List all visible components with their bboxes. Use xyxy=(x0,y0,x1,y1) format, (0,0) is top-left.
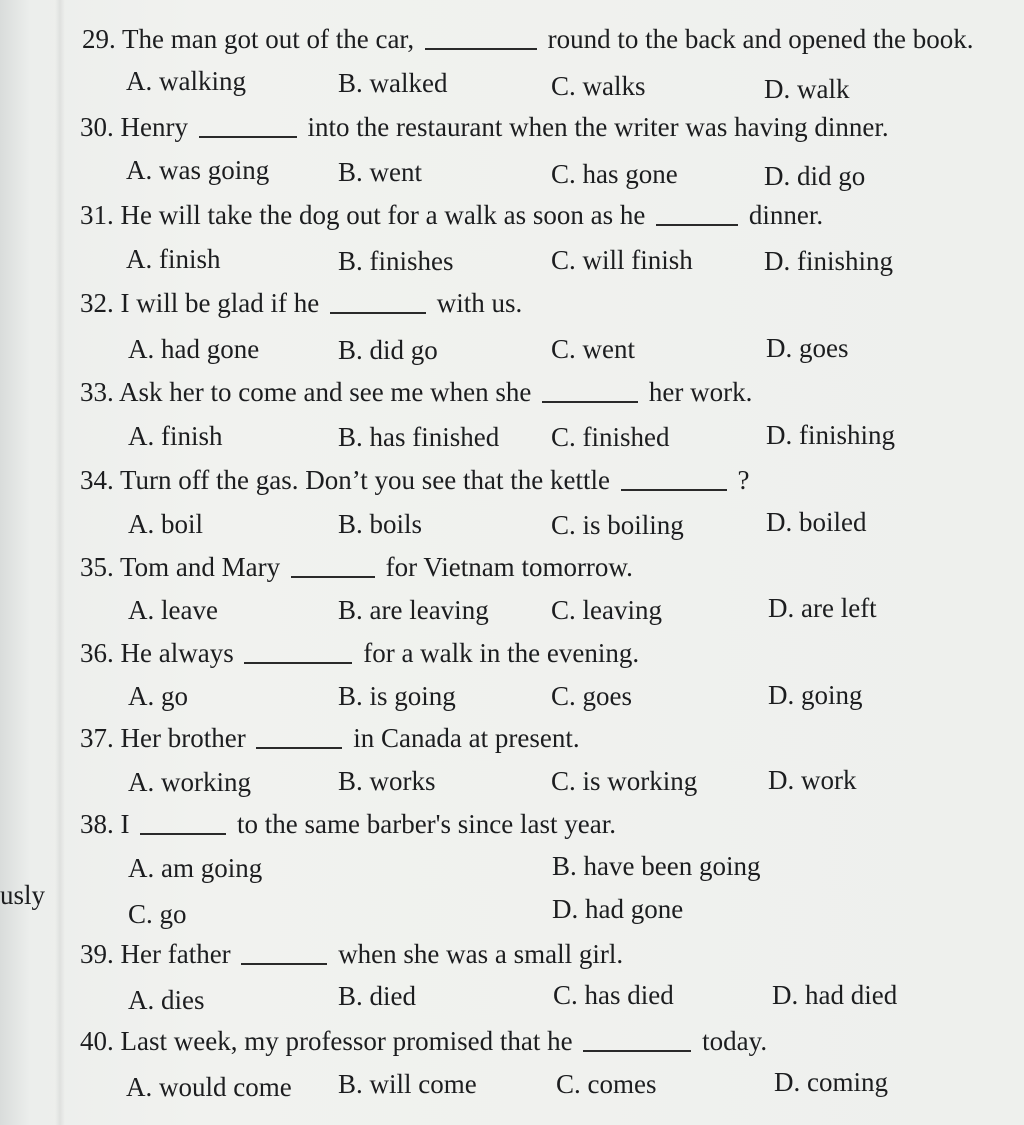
question-34 xyxy=(80,465,749,496)
question-text-before: Tom and Mary xyxy=(120,552,281,582)
option-b: B. have been going xyxy=(552,851,761,881)
option-a: A. am going xyxy=(128,853,263,883)
question-text-before: He always xyxy=(120,638,234,668)
question-text-after: with us. xyxy=(436,288,523,318)
question-number: 39. xyxy=(80,939,114,969)
option-b: B. will come xyxy=(338,1069,477,1099)
question-text-before: I xyxy=(120,809,130,839)
option-a: A. working xyxy=(128,767,251,797)
question-text-before: He will take the dog out for a walk as soon as he xyxy=(120,200,646,230)
answer-blank xyxy=(425,48,537,50)
question-text-before: Turn off the gas. Don’t you see that the kettle xyxy=(120,465,610,495)
question-text-after: round to the back and opened the book. xyxy=(547,24,974,54)
option-d: D. finishing xyxy=(766,420,896,450)
option-c: C. will finish xyxy=(551,245,693,275)
option-b: B. has finished xyxy=(338,422,500,452)
option-a: A. walking xyxy=(126,66,246,96)
option-d: D. goes xyxy=(766,333,849,363)
option-d: D. boiled xyxy=(766,507,867,537)
question-text-before: Henry xyxy=(120,112,188,142)
answer-blank xyxy=(199,136,297,138)
question-number: 29. xyxy=(82,24,116,54)
question-32 xyxy=(80,288,522,319)
question-number: 38. xyxy=(80,809,114,839)
option-a: A. had gone xyxy=(128,334,260,364)
option-d: D. coming xyxy=(774,1067,888,1097)
option-d: D. walk xyxy=(764,74,850,104)
answer-blank xyxy=(140,833,226,835)
option-c: C. has gone xyxy=(551,159,678,189)
question-40 xyxy=(80,1026,767,1057)
question-text-after: ? xyxy=(737,465,750,495)
option-d: D. are left xyxy=(768,593,877,623)
option-d: D. did go xyxy=(764,161,866,191)
option-b: B. are leaving xyxy=(338,595,489,625)
question-30 xyxy=(80,112,889,143)
option-c: C. has died xyxy=(553,980,674,1010)
option-d: D. work xyxy=(768,765,857,795)
option-d: D. had gone xyxy=(552,894,684,924)
question-33 xyxy=(80,377,752,408)
answer-blank xyxy=(256,747,342,749)
question-38 xyxy=(80,809,616,840)
question-text-after: for a walk in the evening. xyxy=(363,638,640,668)
answer-blank xyxy=(291,576,375,578)
option-b: B. finishes xyxy=(338,246,454,276)
question-text-after: into the restaurant when the writer was having dinner. xyxy=(307,112,889,142)
option-a: A. dies xyxy=(128,985,205,1015)
question-number: 36. xyxy=(80,638,114,668)
option-c: C. finished xyxy=(551,422,670,452)
option-d: D. going xyxy=(768,680,863,710)
answer-blank xyxy=(241,963,327,965)
question-37 xyxy=(80,723,580,754)
answer-blank xyxy=(244,662,352,664)
question-number: 34. xyxy=(80,465,114,495)
option-c: C. comes xyxy=(556,1069,657,1099)
answer-blank xyxy=(621,489,727,491)
question-29 xyxy=(82,24,973,55)
question-36 xyxy=(80,638,639,669)
answer-blank xyxy=(330,312,426,314)
question-31 xyxy=(80,200,823,231)
question-text-before: Her brother xyxy=(120,723,246,753)
question-number: 40. xyxy=(80,1026,114,1056)
option-a: A. was going xyxy=(126,155,270,185)
option-a: A. boil xyxy=(128,509,204,539)
question-text-after: her work. xyxy=(648,377,753,407)
question-39 xyxy=(80,939,623,970)
question-number: 37. xyxy=(80,723,114,753)
answer-blank xyxy=(542,401,638,403)
question-text-after: today. xyxy=(702,1026,768,1056)
question-text-after: for Vietnam tomorrow. xyxy=(385,552,633,582)
question-text-after: in Canada at present. xyxy=(353,723,580,753)
option-c: C. is boiling xyxy=(551,510,684,540)
option-c: C. is working xyxy=(551,766,698,796)
option-b: B. did go xyxy=(338,335,438,365)
question-number: 35. xyxy=(80,552,114,582)
question-text-before: The man got out of the car, xyxy=(122,24,415,54)
option-a: A. go xyxy=(128,681,188,711)
question-number: 33. xyxy=(80,377,114,407)
option-b: B. went xyxy=(338,157,422,187)
option-b: B. boils xyxy=(338,509,423,539)
option-b: B. died xyxy=(338,981,416,1011)
option-a: A. would come xyxy=(126,1072,292,1102)
option-b: B. works xyxy=(338,766,436,796)
option-c: C. went xyxy=(551,334,635,364)
question-35 xyxy=(80,552,633,583)
question-number: 30. xyxy=(80,112,114,142)
option-b: B. is going xyxy=(338,681,456,711)
option-a: A. finish xyxy=(128,421,223,451)
option-a: A. leave xyxy=(128,595,218,625)
question-text-before: Ask her to come and see me when she xyxy=(119,377,532,407)
option-d: D. had died xyxy=(772,980,898,1010)
question-text-before: Last week, my professor promised that he xyxy=(120,1026,573,1056)
margin-text-fragment: usly xyxy=(0,880,46,910)
question-text-before: I will be glad if he xyxy=(120,288,320,318)
option-c: C. walks xyxy=(551,71,646,101)
option-c: C. go xyxy=(128,899,187,929)
option-d: D. finishing xyxy=(764,246,894,276)
question-text-after: when she was a small girl. xyxy=(338,939,624,969)
question-text-after: dinner. xyxy=(748,200,824,230)
answer-blank xyxy=(656,224,738,226)
question-text-before: Her father xyxy=(120,939,231,969)
question-number: 31. xyxy=(80,200,114,230)
option-c: C. goes xyxy=(551,681,632,711)
question-number: 32. xyxy=(80,288,114,318)
page-fold-shadow xyxy=(55,0,65,1125)
option-b: B. walked xyxy=(338,68,448,98)
answer-blank xyxy=(583,1050,691,1052)
question-text-after: to the same barber's since last year. xyxy=(237,809,616,839)
option-c: C. leaving xyxy=(551,595,662,625)
option-a: A. finish xyxy=(126,244,221,274)
